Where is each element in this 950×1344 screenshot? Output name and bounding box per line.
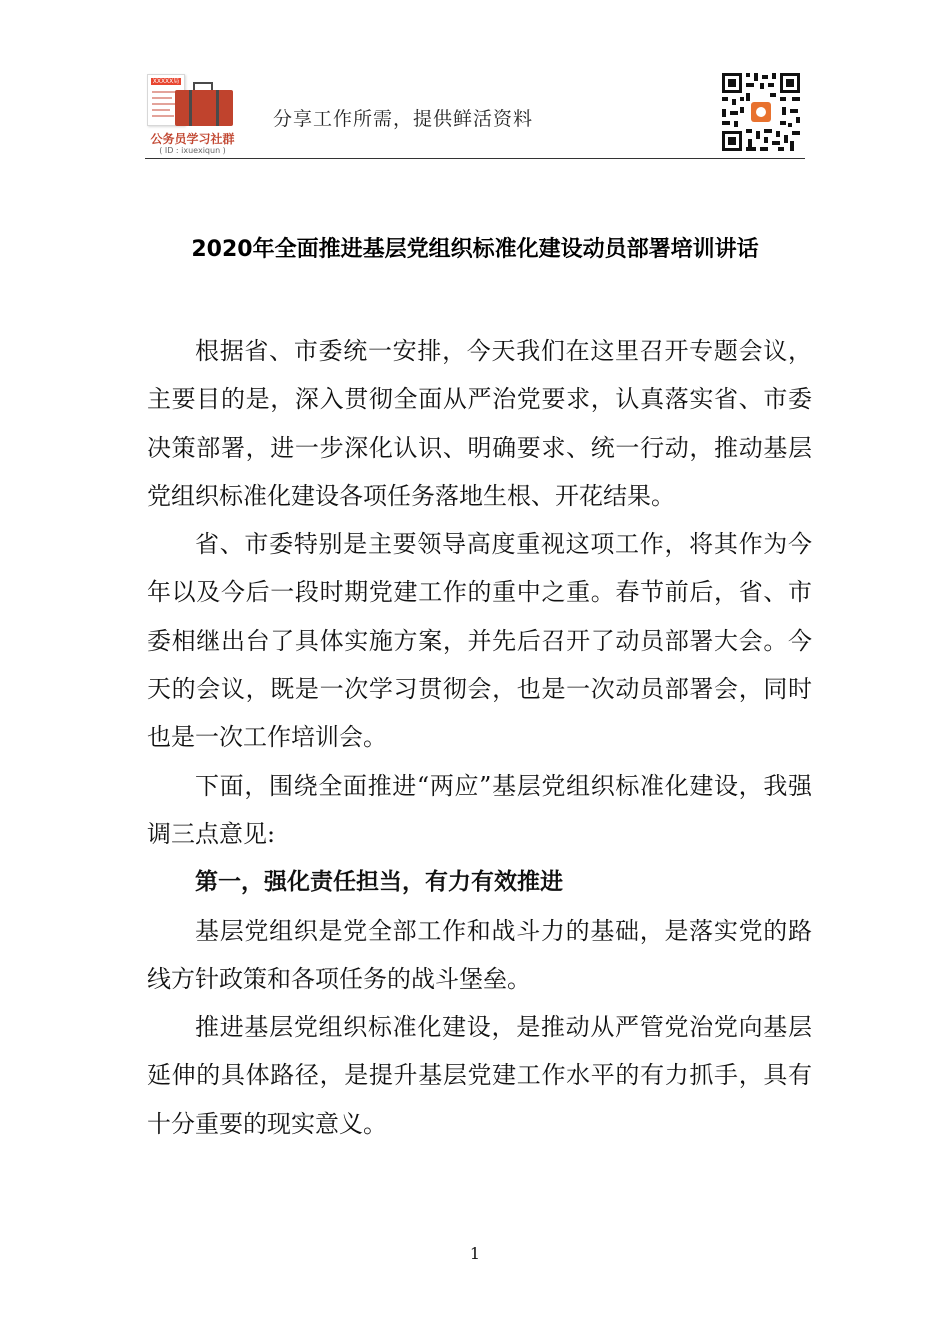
document-title: 2020年全面推进基层党组织标准化建设动员部署培训讲话 (191, 237, 759, 262)
qr-code-icon (720, 71, 802, 153)
logo-title: 公务员学习社群 (150, 132, 235, 146)
header-slogan: 分享工作所需，提供鲜活资料 (273, 108, 534, 130)
header-divider (145, 158, 805, 159)
paragraph: 省、市委特别是主要领导高度重视这项工作，将其作为今年以及今后一段时期党建工作的重中之重。春节前后，省、市委相继出台了具体实施方案，并先后召开了动员部署大会。今天的会议，既是一次学习贯彻会，也是一次动员部署会，同时也是一次工作培训会。 (147, 530, 812, 752)
document-body (147, 327, 812, 1148)
briefcase-icon (175, 90, 233, 126)
section-heading: 第一，强化责任担当，有力有效推进 (195, 869, 563, 896)
page-number: 1 (469, 1244, 481, 1263)
document-header (145, 60, 805, 156)
paragraph: 根据省、市委统一安排，今天我们在这里召开专题会议，主要目的是，深入贯彻全面从严治党要求，认真落实省、市委决策部署，进一步深化认识、明确要求、统一行动，推动基层党组织标准化建设各项任务落地生根、开花结果。 (147, 337, 812, 510)
logo-id: ( ID : ixuexiqun ) (159, 146, 226, 155)
paragraph: 基层党组织是党全部工作和战斗力的基础，是落实党的路线方针政策和各项任务的战斗堡垒。 (147, 916, 812, 993)
logo-badge: XXXXX局 (152, 78, 180, 85)
brand-logo (145, 70, 240, 156)
paragraph: 推进基层党组织标准化建设，是推动从严管党治党向基层延伸的具体路径，是提升基层党建工作水平的有力抓手，具有十分重要的现实意义。 (147, 1013, 812, 1138)
paragraph: 下面，围绕全面推进“两应”基层党组织标准化建设，我强调三点意见: (147, 771, 812, 848)
